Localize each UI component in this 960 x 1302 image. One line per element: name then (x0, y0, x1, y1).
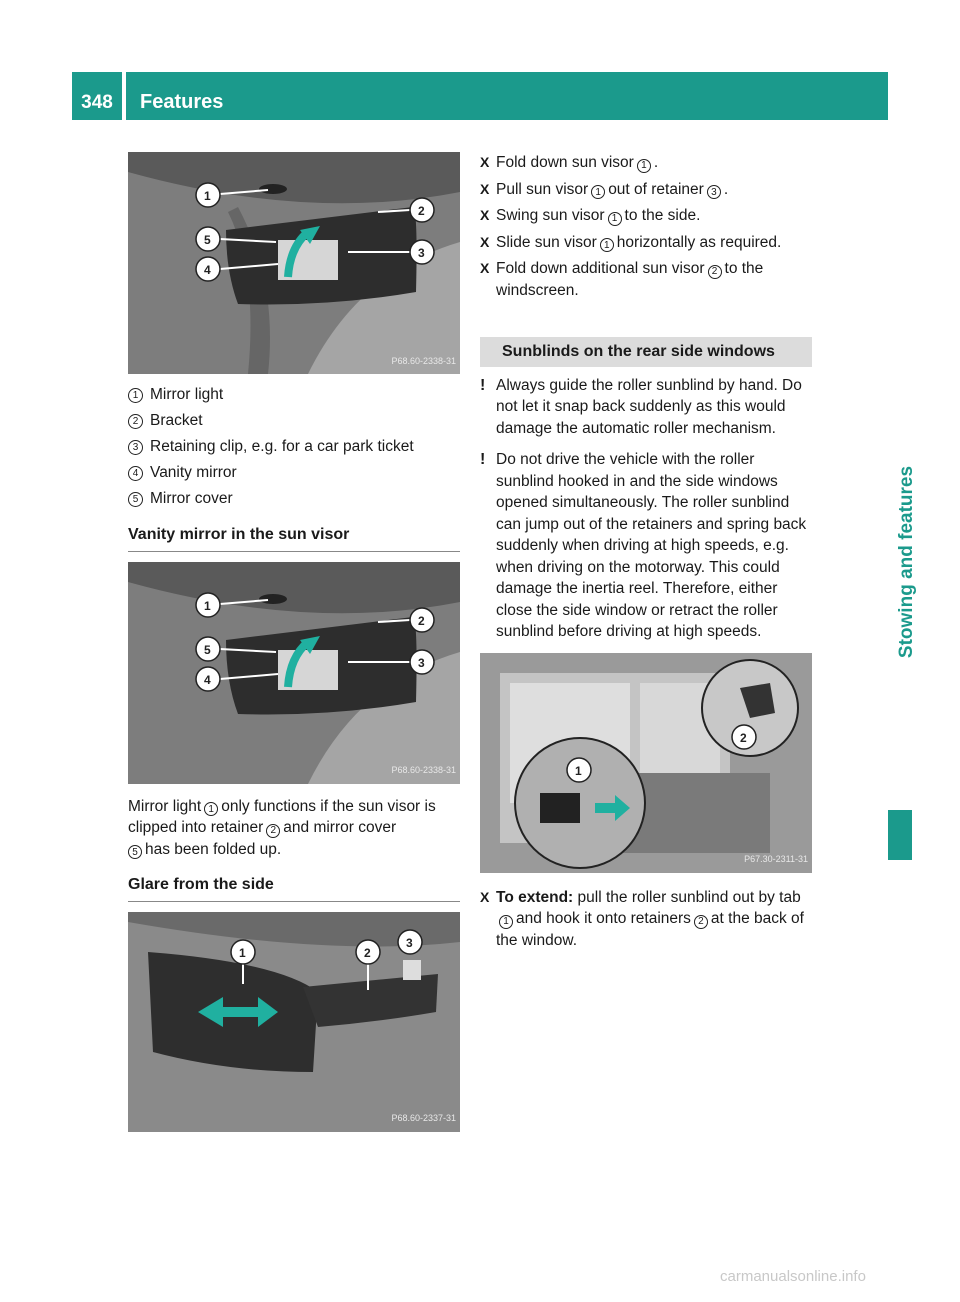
figure-sun-visor-2 (128, 562, 460, 784)
svg-text:1: 1 (204, 189, 211, 203)
figure-glare-side (128, 912, 460, 1132)
instruction-step: X Fold down additional sun visor 2 to the windscreen. (480, 260, 764, 299)
legend-item: 3 Retaining clip, e.g. for a car park ticket (128, 434, 460, 460)
paragraph-mirror-light: Mirror light 1 only functions if the sun visor is clipped into retainer 2 and mirror cover 5 has been folded up. (128, 797, 436, 858)
side-tab-marker (888, 810, 912, 860)
figure-roller-sunblind (480, 653, 812, 873)
page-header (72, 72, 888, 120)
section-heading-sunblinds: Sunblinds on the rear side windows (480, 337, 812, 367)
page-title: Features (126, 72, 888, 120)
svg-text:1: 1 (204, 598, 211, 613)
figure-sun-visor-1 (128, 152, 460, 374)
svg-text:4: 4 (204, 672, 211, 687)
svg-text:3: 3 (418, 655, 425, 670)
instruction-step: X To extend: pull the roller sunblind out by tab1 and hook it onto retainers 2 at the back of the window. (480, 888, 804, 949)
svg-text:2: 2 (418, 613, 425, 628)
figure-ref: P68.60-2338-31 (391, 355, 456, 366)
legend-item: 5 Mirror cover (128, 486, 460, 512)
svg-text:5: 5 (204, 233, 211, 247)
svg-text:4: 4 (204, 263, 211, 277)
legend-item: 4 Vanity mirror (128, 460, 460, 486)
svg-text:2: 2 (418, 204, 425, 218)
svg-text:2: 2 (740, 730, 747, 745)
svg-text:3: 3 (418, 246, 425, 260)
section-heading-vanity: Vanity mirror in the sun visor (128, 524, 460, 552)
svg-text:1: 1 (239, 945, 246, 960)
side-tab (888, 120, 917, 860)
figure-ref: P68.60-2338-31 (391, 765, 456, 775)
section-heading-glare: Glare from the side (128, 874, 460, 902)
side-tab-label: Stowing and features (896, 465, 917, 659)
svg-text:1: 1 (575, 763, 582, 778)
warning-note: ! Do not drive the vehicle with the roller sunblind hooked in and the side windows opened simultaneously. The roller sunblind can jump out of the retainers and spring back suddenly when driving at high speeds, e.g. when driving on the motorway. This could damage the inertia reel. Therefore, either close the side window or retract the roller sunblind before driving at high speeds. (480, 449, 812, 643)
instruction-step: X Pull sun visor 1 out of retainer 3 . (480, 180, 729, 198)
svg-text:2: 2 (364, 945, 371, 960)
page-number: 348 (72, 72, 122, 120)
warning-icon: ! (480, 376, 486, 394)
legend-item: 1 Mirror light (128, 382, 460, 408)
instruction-step: X Fold down sun visor 1 . (480, 154, 659, 171)
warning-note: ! Always guide the roller sunblind by hand. Do not let it snap back suddenly as this would damage the automatic roller mechanism. (480, 375, 812, 440)
figure-ref: P67.30-2311-31 (744, 854, 808, 864)
svg-text:3: 3 (406, 935, 413, 950)
right-column (480, 152, 812, 956)
figure-ref: P68.60-2337-31 (391, 1113, 456, 1123)
legend-item: 2 Bracket (128, 408, 460, 434)
instruction-step: X Slide sun visor 1 horizontally as required. (480, 233, 782, 251)
watermark: carmanualsonline.info (720, 1268, 866, 1285)
instruction-step: X Swing sun visor 1 to the side. (480, 207, 701, 224)
left-column (128, 152, 460, 1132)
warning-icon: ! (480, 451, 486, 468)
legend-list (128, 382, 460, 512)
svg-text:5: 5 (204, 642, 211, 657)
